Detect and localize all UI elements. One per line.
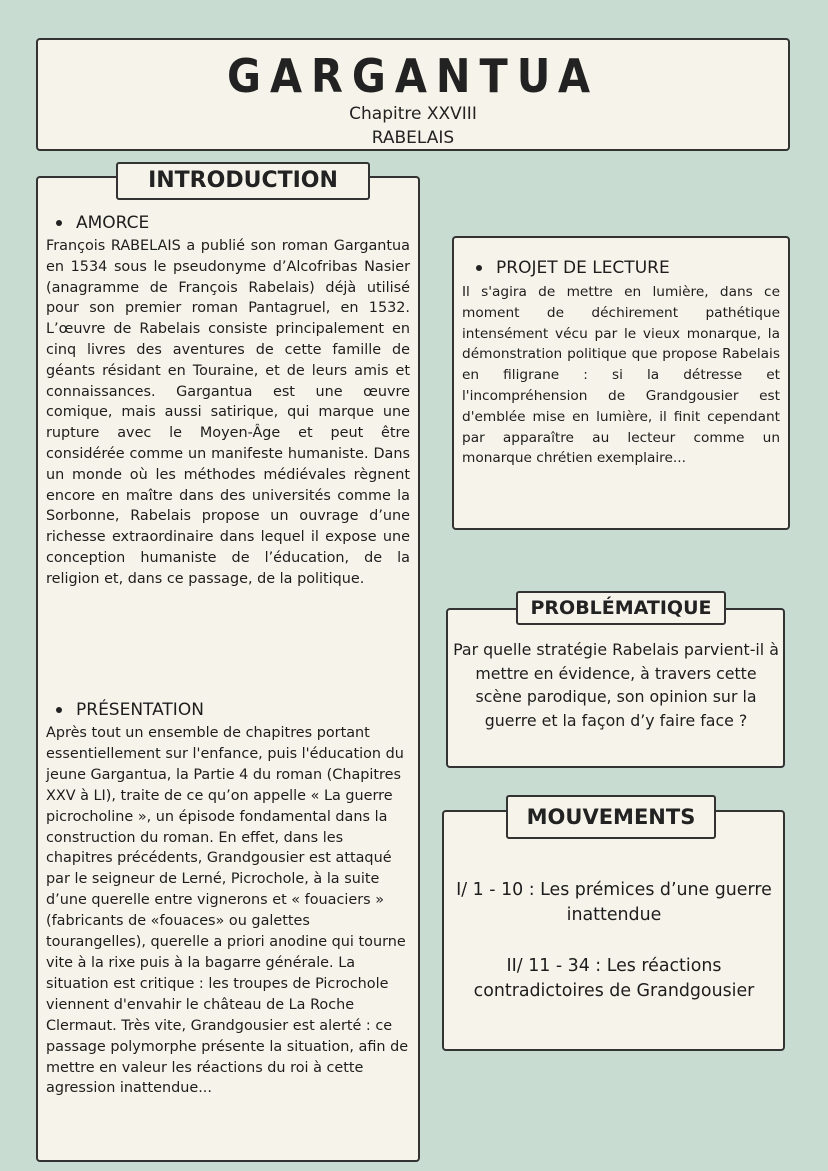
presentation-heading: PRÉSENTATION <box>38 699 204 721</box>
bullet-icon <box>476 265 482 271</box>
mouvements-panel <box>442 810 785 1051</box>
author-label: RABELAIS <box>371 128 455 148</box>
mouvement-item: II/ 11 - 34 : Les réactions contradictoires de Grandgousier <box>473 956 755 1001</box>
projet-text: Il s'agira de mettre en lumière, dans ce moment de déchirement pathétique intensément vécu par le vieux monarque, la démonstration politique que propose Rabelais en filigrane : si la détresse et l'incompréhension de Grandgousier est d'emblée mise en lumière, il finit cependant par apparaître au lecteur comme un monarque chrétien exemplaire... <box>462 284 780 467</box>
title-box <box>36 38 790 151</box>
amorce-heading: AMORCE <box>38 212 149 234</box>
chapter-label: Chapitre XXVIII <box>349 104 477 124</box>
mouvements-heading: MOUVEMENTS <box>506 795 716 839</box>
bullet-icon <box>56 220 62 226</box>
problematique-text: Par quelle stratégie Rabelais parvient-il à mettre en évidence, à travers cette scène parodique, son opinion sur la guerre et la façon d’y faire face ? <box>453 640 779 730</box>
mouvement-item: I/ 1 - 10 : Les prémices d’une guerre inattendue <box>456 880 772 925</box>
document-title: GARGANTUA <box>227 49 599 103</box>
problematique-heading: PROBLÉMATIQUE <box>516 591 726 625</box>
introduction-heading: INTRODUCTION <box>116 162 370 200</box>
presentation-text: Après tout un ensemble de chapitres portant essentiellement sur l'enfance, puis l'éducation du jeune Gargantua, la Partie 4 du roman (Chapitres XXV à LI), traite de ce qu’on appelle « La guerre picrocholine », un épisode fondamental dans la construction du roman. En effet, dans les chapitres précédents, Grandgousier est attaqué par le seigneur de Lerné, Picrochole, à la suite d’une querelle entre vignerons et « fouaciers » (fabricants de «fouaces» ou galettes tourangelles), querelle a priori anodine qui tourne vite à la rixe puis à la bagarre générale. La situation est critique : les troupes de Picrochole viennent d'envahir le château de La Roche Clermaut. Très vite, Grandgousier est alerté : ce passage polymorphe présente la situation, afin de mettre en valeur les réactions du roi à cette agression inattendue... <box>46 725 409 1097</box>
bullet-icon <box>56 707 62 713</box>
amorce-text: François RABELAIS a publié son roman Gargantua en 1534 sous le pseudonyme d’Alcofribas Nasier (anagramme de François Rabelais) déjà utilisé pour son premier roman Pantagruel, en 1532. L’œuvre de Rabelais consiste principalement en cinq livres des aventures de cette famille de géants résidant en Touraine, et de leurs amis et connaissances. Gargantua est une œuvre comique, mais aussi satirique, qui marque une rupture avec le Moyen-Âge et peut être considérée comme un manifeste humaniste. Dans un monde où les méthodes médiévales règnent encore en maître dans des universités comme la Sorbonne, Rabelais propose un ouvrage d’une richesse extraordinaire dans lequel il expose une conception humaniste de l’éducation, de la religion et, dans ce passage, de la politique. <box>46 238 410 587</box>
projet-heading: PROJET DE LECTURE <box>470 257 670 279</box>
